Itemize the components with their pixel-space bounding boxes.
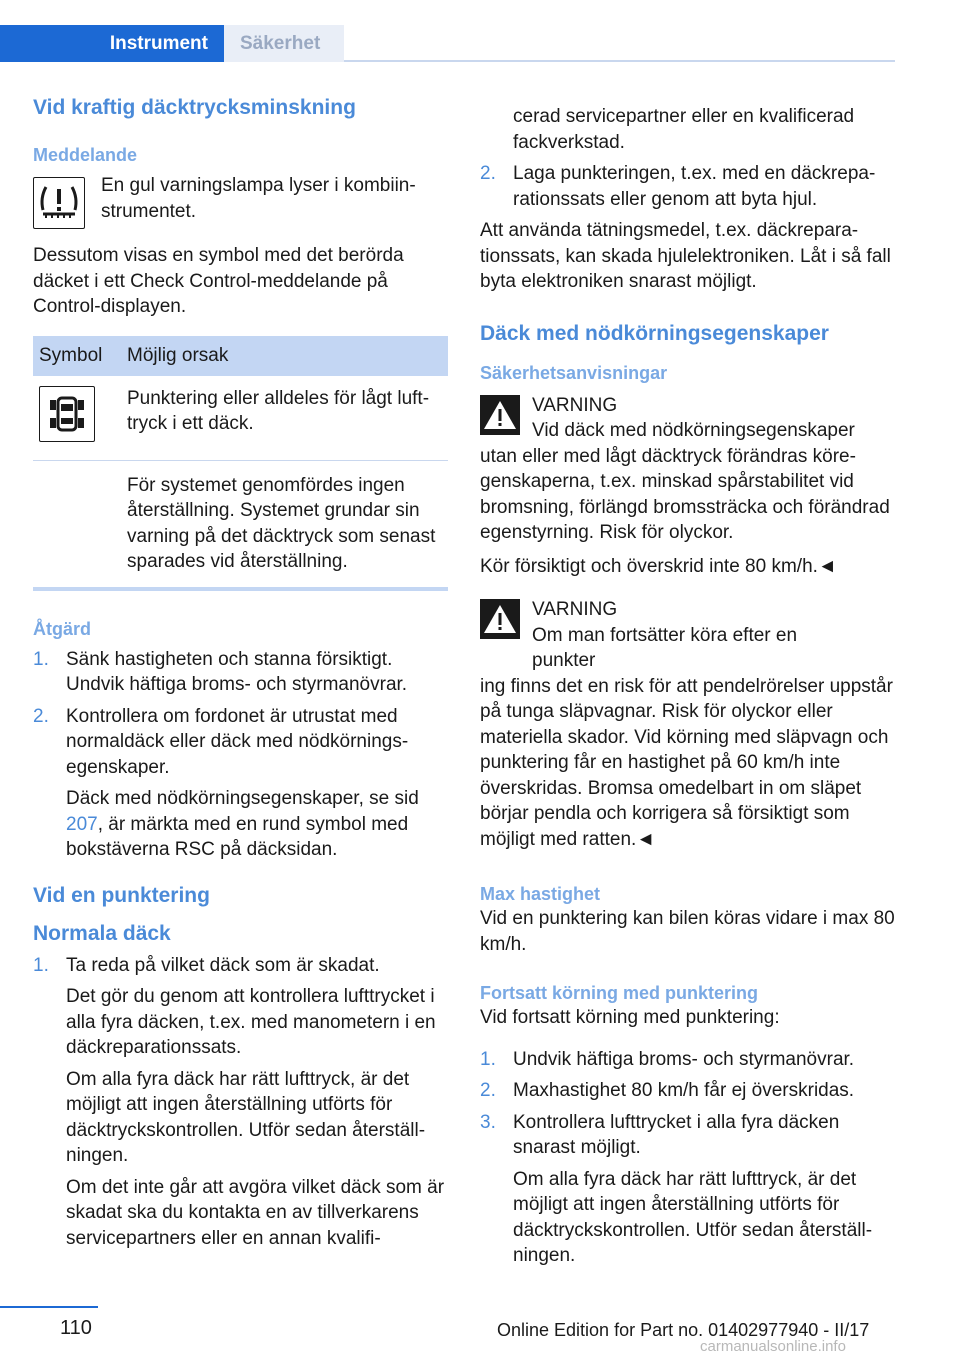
list-item-text: Sänk hastigheten och stanna försiktigt. Undvik häftiga broms- och styrmanövrar. <box>66 648 408 695</box>
warning-block-1 <box>480 393 895 444</box>
list-item-note: Om alla fyra däck har rätt lufttryck, är det möjligt att ingen återställning utförts för däcktryckskontrollen. Utför sedan återställningen. <box>66 1068 426 1166</box>
list-item-note: Om det inte går att avgöra vilket däck som är skadat ska du kontakta en av tillverkarens servicepartners eller en annan kvalifi- <box>66 1176 445 1249</box>
list-item-text: Undvik häftiga broms- och styrmanövrar. <box>513 1048 855 1070</box>
list-item-text: Maxhastighet 80 km/h får ej överskridas. <box>513 1080 855 1101</box>
warning-end-text: Kör försiktigt och överskrid inte 80 km/h.◄ <box>480 555 837 577</box>
table-header-cause: Möjlig orsak <box>127 344 229 366</box>
section-tabs <box>0 25 895 62</box>
edition-text: Online Edition for Part no. 01402977940 - II/17 <box>497 1320 870 1340</box>
car-tire-symbol-icon <box>39 386 95 442</box>
list-number: 1. <box>33 954 49 976</box>
max-speed-text: Vid en punktering kan bilen köras vidare i max 80 km/h. <box>480 908 895 955</box>
list-number: 1. <box>33 648 49 670</box>
list-number: 2. <box>480 1080 496 1101</box>
right-column <box>480 104 895 1275</box>
list-item-note: Däck med nödkörningsegenskaper, se sid 207, är märkta med en rund symbol med bokstäverna RSC på däcksidan. <box>66 788 419 860</box>
list-item <box>33 704 448 863</box>
list-item-text: Kontrollera lufttrycket i alla fyra däcken snarast möjligt. <box>513 1111 840 1158</box>
action-list <box>33 647 448 863</box>
subtitle-action: Åtgärd <box>33 618 91 639</box>
table-cell-cause-1: Punktering eller alldeles för lågt lufttryck i ett däck. <box>127 387 430 434</box>
tire-pressure-warning-icon <box>33 177 85 229</box>
watermark: carmanualsonline.info <box>700 1338 846 1355</box>
continued-driving-intro: Vid fortsatt körning med punktering: <box>480 1007 780 1028</box>
subtitle-continued-driving: Fortsatt körning med punktering <box>480 983 759 1003</box>
section-title-runflat: Däck med nödkörningsegenskaper <box>480 321 829 345</box>
list-item-note: Om alla fyra däck har rätt lufttryck, är det möjligt att ingen återställning utförts för däcktryckskontrollen. Utför sedan återställningen. <box>513 1168 873 1266</box>
tab-instrument[interactable]: Instrument <box>0 25 224 62</box>
continued-driving-list <box>480 1047 895 1269</box>
table-row <box>33 376 448 461</box>
subtitle-max-speed: Max hastighet <box>480 884 601 904</box>
warning-triangle-icon <box>480 599 520 639</box>
list-item <box>480 1078 895 1104</box>
page-number: 110 <box>60 1317 92 1339</box>
subtitle-message: Meddelande <box>33 145 138 165</box>
section-title-normal-tires: Normala däck <box>33 921 171 945</box>
tab-sakerhet[interactable]: Säkerhet <box>224 25 344 62</box>
list-item <box>480 161 895 212</box>
list-item-continued: cerad servicepartner eller en kvalificerad fackverkstad. <box>513 106 855 153</box>
warning-text: ing finns det en risk för att pendelrörelser uppstår på tunga släpvagnar. Risk för olyckor eller materiella skador. Vid körning med släpvagn och punktering får en hastighet på 60 km/h inte överskridas. Bromsa omedelbart in om släpet börjar pendla och korrigera så försiktigt som möjligt med ratten.◄ <box>480 675 893 850</box>
list-item-text: Kontrollera om fordonet är utrustat med normaldäck eller däck med nödkörningsegenskaper. <box>66 705 409 778</box>
check-control-paragraph: Dessutom visas en symbol med det berörda däcket i ett Check Control-meddelande på Control-displayen. <box>33 245 404 317</box>
warning-first-line: Om man fortsätter köra efter en punkter <box>532 624 798 671</box>
normal-tires-list <box>33 953 448 1252</box>
continued-list <box>480 104 895 212</box>
warning-label: VARNING <box>532 394 618 416</box>
warning-text: utan eller med lågt däcktryck förändras köregenskaperna, t.ex. minskad spårstabilitet vid bromsning, förlängd bromssträcka och förändrad egenstyrning. Risk för olyckor. <box>480 445 890 543</box>
warning-block-2 <box>480 597 895 674</box>
page-link-207[interactable]: 207 <box>66 813 98 835</box>
footer-rule <box>0 1306 98 1308</box>
list-item <box>33 953 448 1252</box>
list-item <box>480 1047 895 1073</box>
list-item-text: Ta reda på vilket däck som är skadat. <box>66 954 380 976</box>
table-row <box>33 460 448 587</box>
table-bottom-rule <box>33 587 448 591</box>
warning-lamp-text: En gul varningslampa lyser i kombiinstrumentet. <box>101 175 416 222</box>
list-item <box>480 104 895 155</box>
left-column <box>33 95 448 1257</box>
table-cell-cause-2: För systemet genomfördes ingen återställning. Systemet grundar sin varning på det däcktryck som senast sparades vid återställning. <box>121 460 448 587</box>
list-item <box>480 1110 895 1269</box>
list-item-note: Det gör du genom att kontrollera lufttrycket i alla fyra däcken, t.ex. med manometern i en däckreparationssats. <box>66 986 436 1058</box>
warning-label: VARNING <box>532 599 618 620</box>
list-number: 3. <box>480 1111 496 1133</box>
section-title-pressure-loss: Vid kraftig däcktrycksminskning <box>33 96 356 119</box>
warning-triangle-icon <box>480 395 520 435</box>
list-item-text: Laga punkteringen, t.ex. med en däckreparationssats eller genom att byta hjul. <box>513 163 876 210</box>
list-number: 2. <box>33 705 49 727</box>
warning-lamp-row <box>33 173 448 229</box>
table-header-symbol: Symbol <box>39 344 103 366</box>
symbol-cause-table <box>33 336 448 587</box>
list-number: 2. <box>480 163 496 184</box>
list-number: 1. <box>480 1048 496 1070</box>
subtitle-safety: Säkerhetsanvisningar <box>480 362 668 383</box>
list-item <box>33 647 448 698</box>
section-title-puncture: Vid en punktering <box>33 883 210 907</box>
sealant-paragraph: Att använda tätningsmedel, t.ex. däckreparationssats, kan skada hjulelektroniken. Låt i så fall byta elektroniken snarast möjligt. <box>480 220 891 292</box>
warning-first-line: Vid däck med nödkörningsegenskaper <box>532 420 855 441</box>
